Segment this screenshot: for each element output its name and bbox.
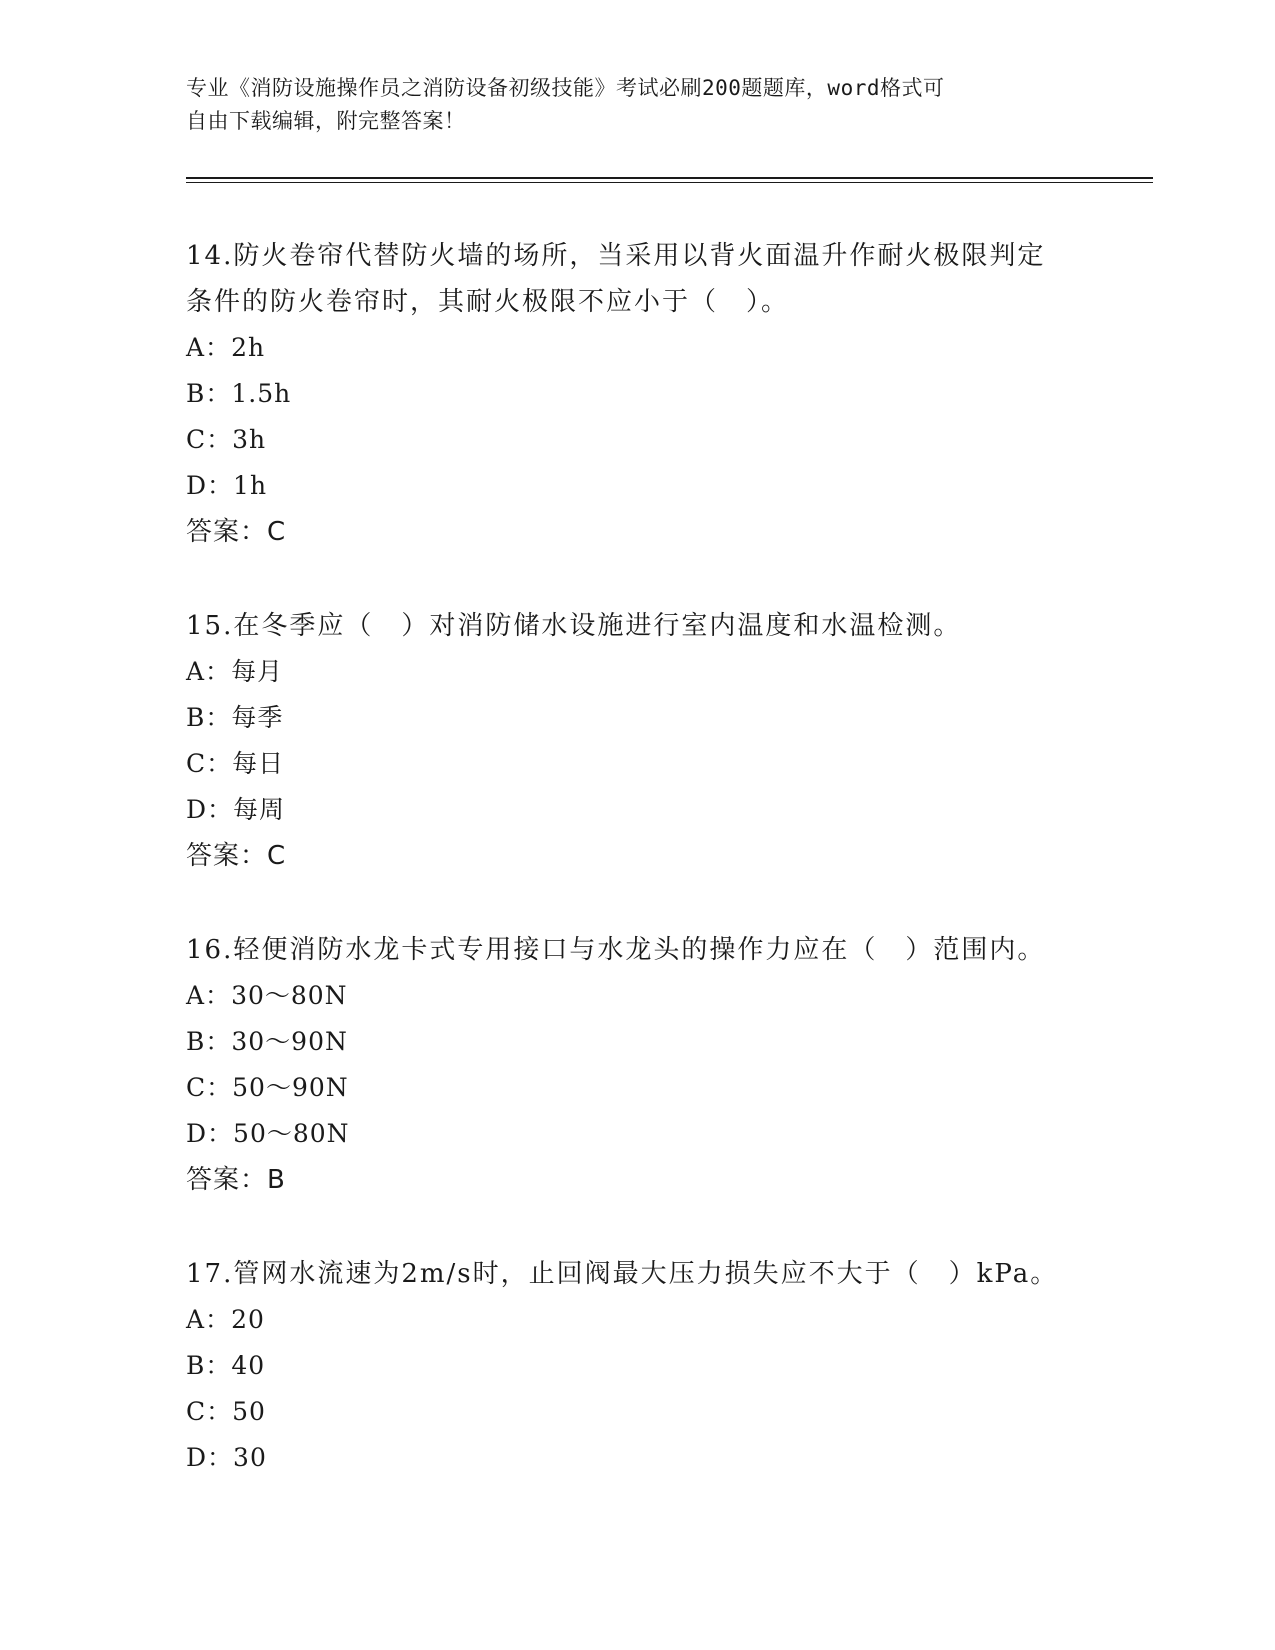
option-letter: B： [186, 703, 232, 732]
question-stem-line-1: 15.在冬季应（ ）对消防储水设施进行室内温度和水温检测。 [186, 611, 962, 641]
option-letter: D： [186, 795, 234, 824]
question-stem-line-1: 16.轻便消防水龙卡式专用接口与水龙头的操作力应在（ ）范围内。 [186, 935, 1046, 965]
option-c [186, 1389, 1086, 1435]
option-text: 每周 [233, 795, 286, 824]
header-line-1: 专业《消防设施操作员之消防设备初级技能》考试必刷200题题库，word格式可 [186, 76, 945, 100]
question-stem-line-2: 条件的防火卷帘时，其耐火极限不应小于（ ）。 [186, 287, 790, 317]
question-16 [186, 927, 1086, 1203]
option-letter: A： [186, 981, 232, 1010]
option-letter: D： [186, 471, 234, 500]
option-c [186, 741, 1086, 787]
option-letter: C： [186, 749, 233, 778]
option-b [186, 1019, 1086, 1065]
option-text: 30～80N [231, 981, 348, 1010]
header-divider-thin [186, 182, 1153, 183]
option-c [186, 417, 1086, 463]
question-15 [186, 603, 1086, 879]
option-b [186, 1343, 1086, 1389]
question-stem-line-1: 17.管网水流速为2m/s时，止回阀最大压力损失应不大于（ ）kPa。 [186, 1259, 1059, 1289]
question-stem-line-1: 14.防火卷帘代替防火墙的场所，当采用以背火面温升作耐火极限判定 [186, 241, 1046, 271]
option-letter: A： [186, 657, 232, 686]
option-letter: D： [186, 1119, 234, 1148]
option-text: 每月 [231, 657, 284, 686]
option-letter: B： [186, 1351, 232, 1380]
option-d [186, 463, 1086, 509]
question-list [186, 233, 1086, 1529]
answer: 答案：C [186, 841, 287, 871]
option-text: 每日 [232, 749, 285, 778]
option-text: 50 [232, 1397, 266, 1426]
option-letter: C： [186, 1073, 233, 1102]
option-b [186, 695, 1086, 741]
option-text: 30～90N [231, 1027, 348, 1056]
question-14 [186, 233, 1086, 555]
answer: 答案：C [186, 517, 287, 547]
option-text: 50～80N [233, 1119, 350, 1148]
option-letter: D： [186, 1443, 234, 1472]
option-text: 1h [233, 471, 268, 500]
option-d [186, 1111, 1086, 1157]
option-text: 30 [233, 1443, 267, 1472]
document-header [186, 72, 1066, 138]
option-a [186, 1297, 1086, 1343]
option-d [186, 787, 1086, 833]
question-17 [186, 1251, 1086, 1481]
option-letter: A： [186, 1305, 232, 1334]
option-text: 40 [231, 1351, 266, 1380]
option-text: 1.5h [231, 379, 292, 408]
option-text: 20 [231, 1305, 265, 1334]
header-divider [186, 177, 1153, 179]
option-letter: B： [186, 1027, 232, 1056]
option-text: 3h [232, 425, 267, 454]
option-a [186, 973, 1086, 1019]
header-line-2: 自由下载编辑，附完整答案！ [186, 109, 466, 133]
option-letter: C： [186, 1397, 233, 1426]
option-c [186, 1065, 1086, 1111]
option-a [186, 325, 1086, 371]
option-letter: A： [186, 333, 232, 362]
answer: 答案：B [186, 1165, 286, 1195]
option-b [186, 371, 1086, 417]
option-text: 每季 [231, 703, 284, 732]
option-text: 2h [231, 333, 266, 362]
option-text: 50～90N [232, 1073, 349, 1102]
option-letter: C： [186, 425, 233, 454]
option-letter: B： [186, 379, 232, 408]
option-d [186, 1435, 1086, 1481]
option-a [186, 649, 1086, 695]
